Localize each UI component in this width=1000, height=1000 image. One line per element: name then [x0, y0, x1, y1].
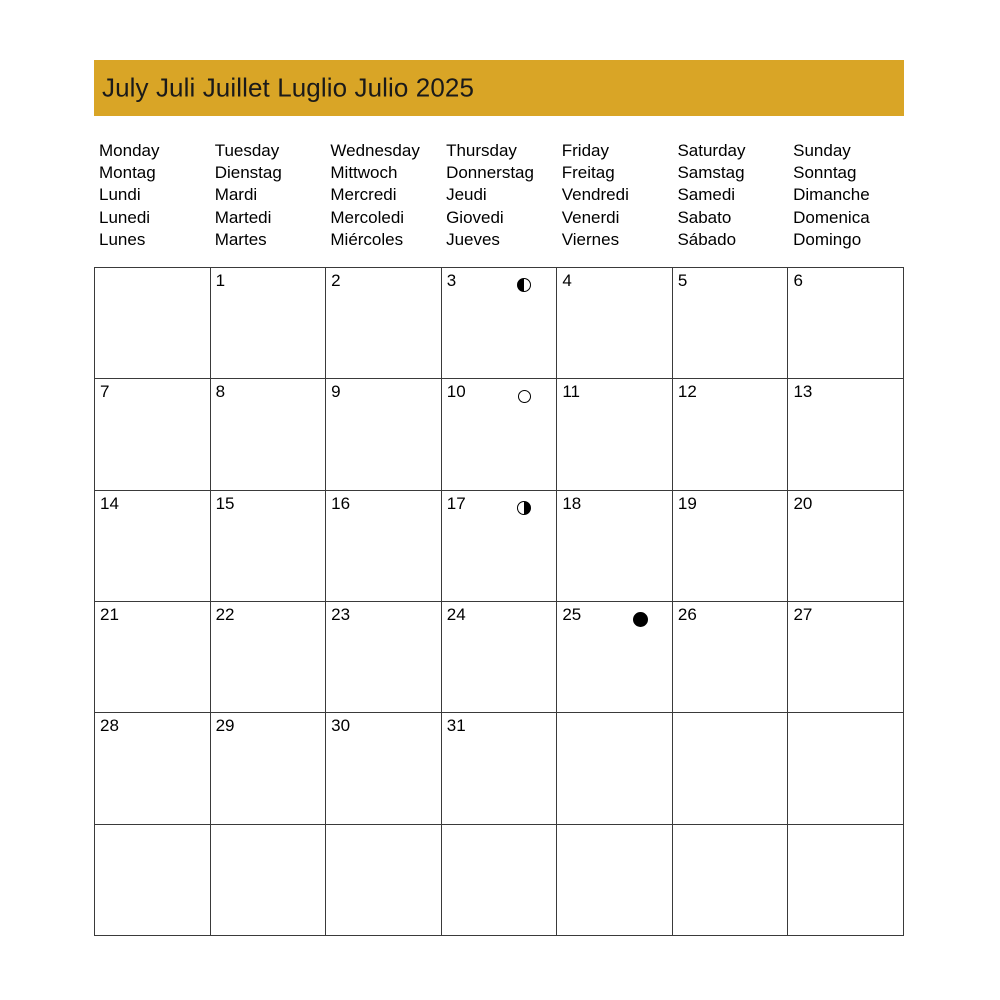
calendar-day-cell[interactable]	[788, 602, 904, 713]
calendar-day-cell[interactable]	[442, 713, 558, 824]
day-number: 27	[793, 604, 813, 624]
calendar-week-row	[95, 268, 904, 379]
calendar-day-cell[interactable]	[673, 268, 789, 379]
calendar-week-row	[95, 379, 904, 490]
weekday-name-line: Lunedi	[99, 207, 151, 227]
day-number: 16	[331, 493, 351, 513]
day-number: 2	[331, 271, 341, 290]
calendar-day-cell[interactable]	[211, 379, 327, 490]
moon-phase-new-icon	[633, 612, 648, 627]
calendar-grid	[94, 267, 904, 936]
day-number: 7	[100, 382, 110, 402]
day-number: 20	[793, 493, 813, 513]
weekday-name-line: Tuesday	[214, 141, 280, 160]
calendar-day-cell[interactable]	[95, 602, 211, 713]
weekday-column-6	[672, 140, 788, 258]
day-number: 28	[100, 716, 119, 736]
calendar-day-cell[interactable]	[211, 268, 327, 379]
day-number: 11	[562, 382, 580, 402]
weekday-name-line: Martes	[214, 229, 267, 249]
calendar-day-cell[interactable]	[326, 268, 442, 379]
calendar-week-row	[95, 602, 904, 713]
day-number: 15	[215, 493, 235, 513]
calendar-day-cell[interactable]	[326, 379, 442, 490]
calendar-day-cell[interactable]	[211, 602, 327, 713]
calendar-day-cell[interactable]	[326, 491, 442, 602]
calendar-day-cell[interactable]	[557, 491, 673, 602]
weekday-name-line: Mercoledi	[330, 207, 405, 227]
calendar-day-cell[interactable]	[788, 825, 904, 936]
day-number: 3	[446, 271, 457, 290]
weekday-name-line: Miércoles	[330, 229, 404, 249]
calendar-day-cell[interactable]	[442, 491, 558, 602]
day-number: 14	[100, 493, 119, 513]
calendar-day-cell[interactable]	[211, 713, 327, 824]
day-number: 4	[562, 271, 572, 290]
calendar-week-row	[95, 713, 904, 824]
calendar-day-cell[interactable]	[557, 268, 673, 379]
day-number: 8	[215, 382, 226, 402]
weekday-name-line: Domingo	[793, 229, 862, 249]
day-number: 6	[793, 271, 803, 290]
weekday-name-line: Saturday	[677, 141, 746, 160]
weekday-name-line: Donnerstag	[446, 163, 534, 183]
weekday-name-line: Viernes	[561, 229, 620, 249]
day-number: 21	[100, 604, 119, 624]
day-number: 17	[446, 493, 466, 513]
weekday-name-line: Lunes	[99, 229, 146, 249]
moon-phase-last-quarter-icon	[517, 501, 531, 515]
day-number: 19	[677, 493, 697, 513]
calendar-title-bar	[94, 60, 904, 116]
calendar-week-row	[95, 491, 904, 602]
calendar-day-cell[interactable]	[326, 602, 442, 713]
calendar-day-cell[interactable]	[95, 268, 211, 379]
calendar-day-cell[interactable]	[442, 602, 558, 713]
calendar-day-cell[interactable]	[557, 825, 673, 936]
weekday-name-line: Monday	[99, 141, 160, 160]
moon-phase-first-quarter-icon	[517, 278, 531, 292]
calendar-day-cell[interactable]	[673, 602, 789, 713]
weekday-name-line: Venerdi	[561, 207, 620, 227]
calendar-day-cell[interactable]	[788, 713, 904, 824]
day-number: 24	[446, 604, 466, 624]
calendar-week-row	[95, 825, 904, 936]
calendar-day-cell[interactable]	[95, 491, 211, 602]
calendar-day-cell[interactable]	[326, 713, 442, 824]
weekday-name-line: Martedi	[214, 207, 272, 227]
calendar-day-cell[interactable]	[95, 713, 211, 824]
weekday-name-line: Sábado	[677, 229, 737, 249]
weekday-name-line: Mittwoch	[330, 163, 398, 183]
weekday-name-line: Jueves	[446, 229, 500, 249]
weekday-column-4	[441, 140, 557, 258]
day-number: 1	[215, 271, 226, 290]
calendar-day-cell[interactable]	[95, 379, 211, 490]
weekday-name-line: Dienstag	[214, 163, 282, 183]
weekday-name-line: Sonntag	[793, 163, 857, 183]
calendar-day-cell[interactable]	[95, 825, 211, 936]
calendar-day-cell[interactable]	[557, 713, 673, 824]
calendar-day-cell[interactable]	[673, 379, 789, 490]
weekday-name-line: Samedi	[677, 185, 736, 205]
calendar-day-cell[interactable]	[788, 379, 904, 490]
weekday-name-line: Sunday	[793, 141, 851, 160]
calendar-day-cell[interactable]	[442, 825, 558, 936]
weekday-name-line: Dimanche	[793, 185, 870, 205]
weekday-column-3	[325, 140, 441, 258]
weekday-column-1	[94, 140, 210, 258]
calendar-day-cell[interactable]	[211, 825, 327, 936]
weekday-name-line: Vendredi	[561, 185, 629, 205]
weekday-name-line: Friday	[561, 141, 609, 160]
weekday-name-line: Sabato	[677, 207, 732, 227]
day-number: 25	[562, 604, 582, 624]
calendar-day-cell[interactable]	[673, 713, 789, 824]
day-number: 30	[331, 716, 351, 736]
weekday-column-2	[210, 140, 326, 258]
calendar-day-cell[interactable]	[788, 268, 904, 379]
calendar-day-cell[interactable]	[211, 491, 327, 602]
calendar-day-cell[interactable]	[326, 825, 442, 936]
weekday-column-7	[788, 140, 904, 258]
day-number: 29	[215, 716, 235, 736]
weekday-name-line: Wednesday	[330, 141, 420, 160]
day-number: 18	[562, 493, 582, 513]
weekday-name-line: Thursday	[446, 141, 517, 160]
calendar-day-cell[interactable]	[557, 379, 673, 490]
day-number: 23	[331, 604, 351, 624]
weekday-name-line: Samstag	[677, 163, 745, 183]
weekday-name-line: Domenica	[793, 207, 870, 227]
weekday-name-line: Mardi	[214, 185, 258, 205]
day-number: 31	[446, 716, 466, 736]
day-number: 5	[677, 271, 688, 290]
calendar-day-cell[interactable]	[557, 602, 673, 713]
day-number: 13	[793, 382, 813, 402]
calendar-day-cell[interactable]	[442, 268, 558, 379]
moon-phase-full-icon	[518, 390, 531, 403]
weekday-name-line: Freitag	[561, 163, 615, 183]
weekday-name-line: Montag	[99, 163, 156, 183]
day-number: 22	[215, 604, 235, 624]
day-number: 26	[677, 604, 697, 624]
day-number: 12	[677, 382, 697, 402]
calendar-day-cell[interactable]	[788, 491, 904, 602]
weekday-header-row	[94, 140, 904, 258]
calendar-title: July Juli Juillet Luglio Julio 2025	[102, 72, 475, 103]
weekday-name-line: Giovedi	[446, 207, 504, 227]
weekday-name-line: Jeudi	[446, 185, 487, 205]
calendar-day-cell[interactable]	[673, 825, 789, 936]
calendar-day-cell[interactable]	[442, 379, 558, 490]
weekday-name-line: Lundi	[99, 185, 141, 205]
weekday-name-line: Mercredi	[330, 185, 397, 205]
day-number: 10	[446, 382, 466, 402]
calendar-day-cell[interactable]	[673, 491, 789, 602]
day-number: 9	[331, 382, 341, 402]
weekday-column-5	[557, 140, 673, 258]
